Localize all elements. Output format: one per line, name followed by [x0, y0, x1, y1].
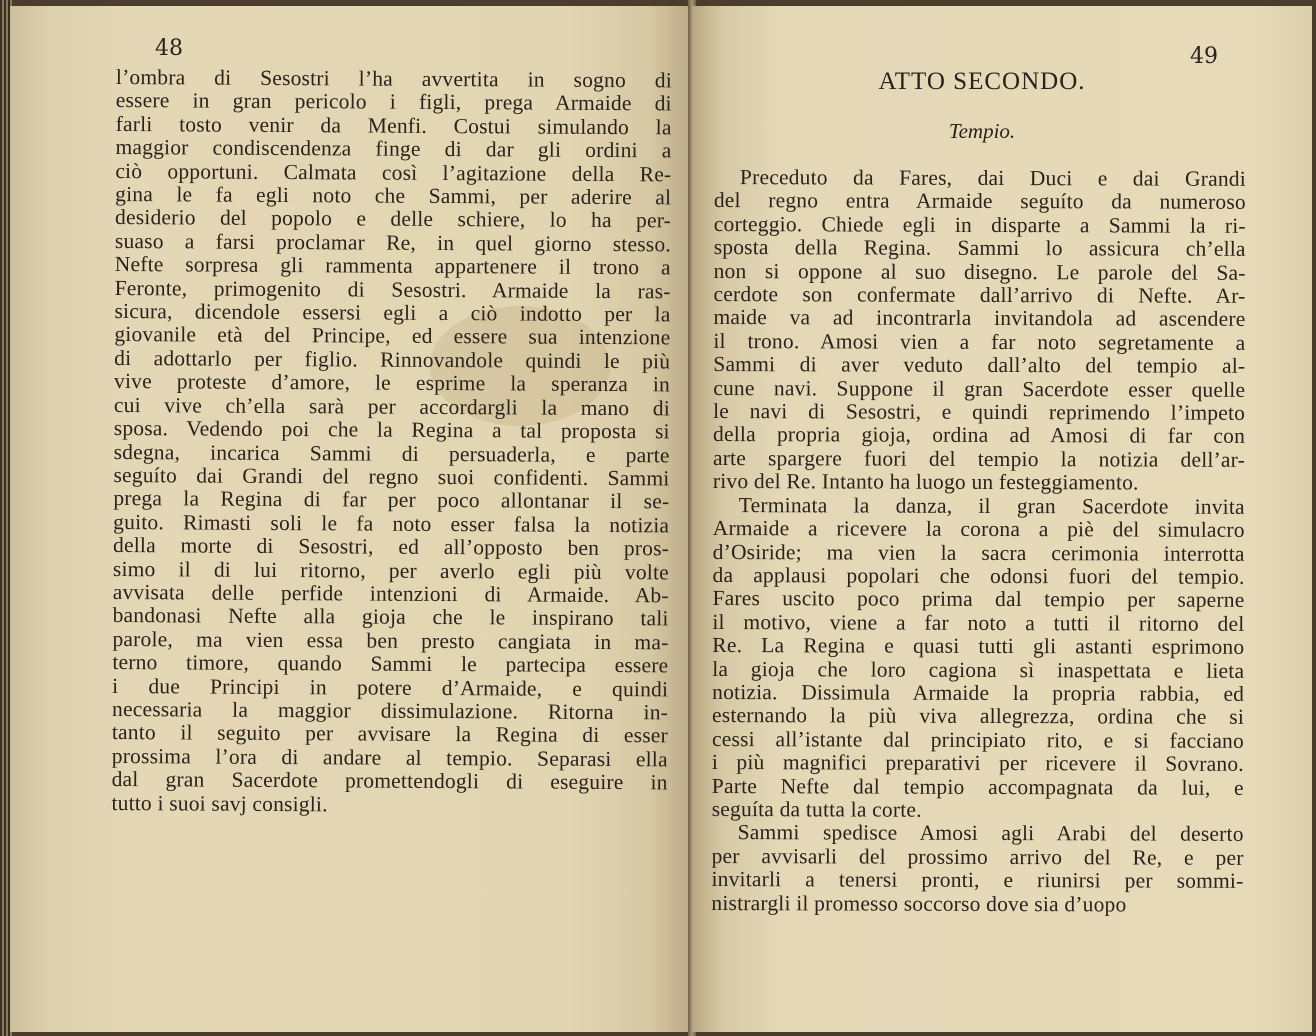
- text-line: necessaria la maggior dissimulazione. Ritorna in-: [111, 696, 669, 725]
- text-line: il motivo, viene a far noto a tutti il ritorno del: [712, 609, 1245, 636]
- text-line: per avvisarli del prossimo arrivo del Re, e per: [711, 843, 1244, 870]
- text-line: cessi all’istante dal principiato rito, e si facciano: [711, 726, 1245, 753]
- left-page-number: 48: [155, 36, 183, 61]
- text-line: Re. La Regina e quasi tutti gli astanti esprimono: [712, 633, 1245, 659]
- text-line: essere in gran pericolo i figli, prega Armaide di: [115, 88, 672, 116]
- text-line: suaso a farsi proclamar Re, in quel giorno stesso.: [114, 228, 671, 257]
- text-line: l’ombra di Sesostri l’ha avvertita in sogno di: [115, 65, 672, 93]
- text-line: esternando la più viva allegrezza, ordina che si: [712, 703, 1245, 730]
- text-line: il trono. Amosi vien a far noto segretamente a: [713, 328, 1246, 355]
- left-page: [10, 6, 692, 1032]
- text-line: seguíta da tutta la corte.: [711, 796, 922, 822]
- text-line: farli tosto venir da Menfi. Costui simulando la: [115, 111, 672, 140]
- text-line: simo il di lui ritorno, per averlo egli più volte: [112, 556, 669, 584]
- text-line: sdegna, incarica Sammi di persuaderla, e parte: [113, 439, 670, 467]
- text-line: d’Osiride; ma vien la sacra cerimonia interrotta: [712, 539, 1245, 566]
- text-line: guito. Rimasti soli le fa noto esser falsa la notizia: [113, 509, 670, 538]
- text-line: i due Principi in potere d’Armaide, e quindi: [112, 673, 669, 701]
- text-line: desiderio del popolo e delle schiere, lo ha per-: [115, 205, 672, 233]
- text-line: rivo del Re. Intanto ha luogo un festeggiamento.: [712, 469, 1139, 495]
- text-line: avvisata delle perfide intenzioni di Armaide. Ab-: [112, 579, 669, 608]
- right-page: [692, 6, 1312, 1032]
- text-line: della morte di Sesostri, ed all’opposto ben pros-: [112, 533, 670, 561]
- text-line: terno timore, quando Sammi le partecipa essere: [112, 650, 669, 678]
- text-line: sposa. Vedendo poi che la Regina a tal proposta si: [113, 416, 670, 444]
- text-line: Armaide a ricevere la corona a piè del simulacro: [712, 516, 1245, 542]
- text-line: della propria gioja, ordina ad Amosi di far con: [713, 422, 1246, 449]
- text-line: vive proteste d’amore, le esprime la speranza in: [114, 369, 671, 397]
- text-line: corteggio. Chiede egli in disparte a Sammi la ri-: [713, 211, 1246, 238]
- text-line: tutto i suoi savj consigli.: [111, 790, 328, 816]
- text-line: parole, ma vien essa ben presto cangiata in ma-: [112, 626, 669, 655]
- text-line: prossima l’ora di andare al tempio. Separasi ella: [111, 743, 668, 772]
- text-line: dal gran Sacerdote promettendogli di eseguire in: [111, 767, 668, 795]
- text-line: da applausi popolari che odonsi fuori del tempio.: [712, 562, 1245, 589]
- text-line: Preceduto da Fares, dai Duci e dai Grandi: [739, 165, 1247, 191]
- text-line: sposta della Regina. Sammi lo assicura ch’ella: [713, 235, 1246, 262]
- text-line: Sammi di aver veduto dall’alto del tempio al-: [713, 352, 1246, 379]
- text-line: nistrargli il promesso soccorso dove sia d’uopo: [711, 890, 1127, 917]
- text-line: tanto il seguito per avvisare la Regina di esser: [111, 720, 668, 748]
- left-page-text: [111, 66, 672, 818]
- text-line: non si oppone al suo disegno. Le parole del Sa-: [713, 258, 1246, 285]
- text-line: giovanile età del Principe, ed essere sua intenzione: [114, 322, 671, 350]
- text-line: di adottarlo per figlio. Rinnovandole quindi le più: [114, 345, 671, 374]
- text-line: Feronte, primogenito di Sesostri. Armaide la ras-: [114, 275, 671, 304]
- text-line: Nefte sorpresa gli rammenta appartenere il trono a: [114, 252, 671, 280]
- text-line: arte spargere fuori del tempio la notizia dell’ar-: [712, 445, 1246, 472]
- scene-title: Tempio.: [948, 119, 1016, 143]
- text-line: Sammi spedisce Amosi agli Arabi del deserto: [737, 820, 1244, 847]
- text-line: sicura, dicendole essersi egli a ciò indotto per la: [114, 299, 671, 327]
- text-line: Fares uscito poco prima dal tempio per saperne: [712, 586, 1245, 613]
- text-line: bandonasi Nefte alla gioja che le inspirano tali: [112, 603, 669, 631]
- text-line: prega la Regina di far per poco allontanar il se-: [113, 486, 670, 514]
- text-line: le navi di Sesostri, e quindi reprimendo l’impeto: [713, 399, 1246, 425]
- text-line: cui vive ch’ella sarà per accordargli la mano di: [113, 392, 670, 421]
- act-title: ATTO SECONDO.: [878, 68, 1086, 95]
- text-line: Parte Nefte dal tempio accompagnata da lui, e: [711, 773, 1244, 800]
- text-line: invitarli a tenersi pronti, e riunirsi per sommi-: [711, 867, 1244, 894]
- text-line: cerdote son confermate dall’arrivo di Nefte. Ar-: [713, 282, 1246, 308]
- text-line: cune navi. Suppone il gran Sacerdote esser quelle: [713, 375, 1246, 402]
- text-line: gina le fa egli noto che Sammi, per aderire al: [115, 182, 672, 210]
- right-page-text: [711, 166, 1246, 917]
- text-line: i più magnifici preparativi per ricevere il Sovrano.: [711, 750, 1244, 777]
- text-line: Terminata la danza, il gran Sacerdote invita: [738, 492, 1245, 519]
- right-page-number: 49: [1190, 44, 1218, 69]
- text-line: ciò opportuni. Calmata così l’agitazione della Re-: [115, 158, 672, 187]
- text-line: seguíto dai Grandi del regno suoi confidenti. Sammi: [113, 462, 670, 491]
- text-line: maggior condiscendenza finge di dar gli ordini a: [115, 135, 672, 163]
- text-line: la gioja che loro cagiona sì inaspettata e lieta: [712, 656, 1245, 683]
- text-line: del regno entra Armaide seguíto da numeroso: [713, 188, 1246, 215]
- text-line: maide va ad incontrarla invitandola ad ascendere: [713, 305, 1246, 332]
- text-line: notizia. Dissimula Armaide la propria rabbia, ed: [712, 679, 1245, 706]
